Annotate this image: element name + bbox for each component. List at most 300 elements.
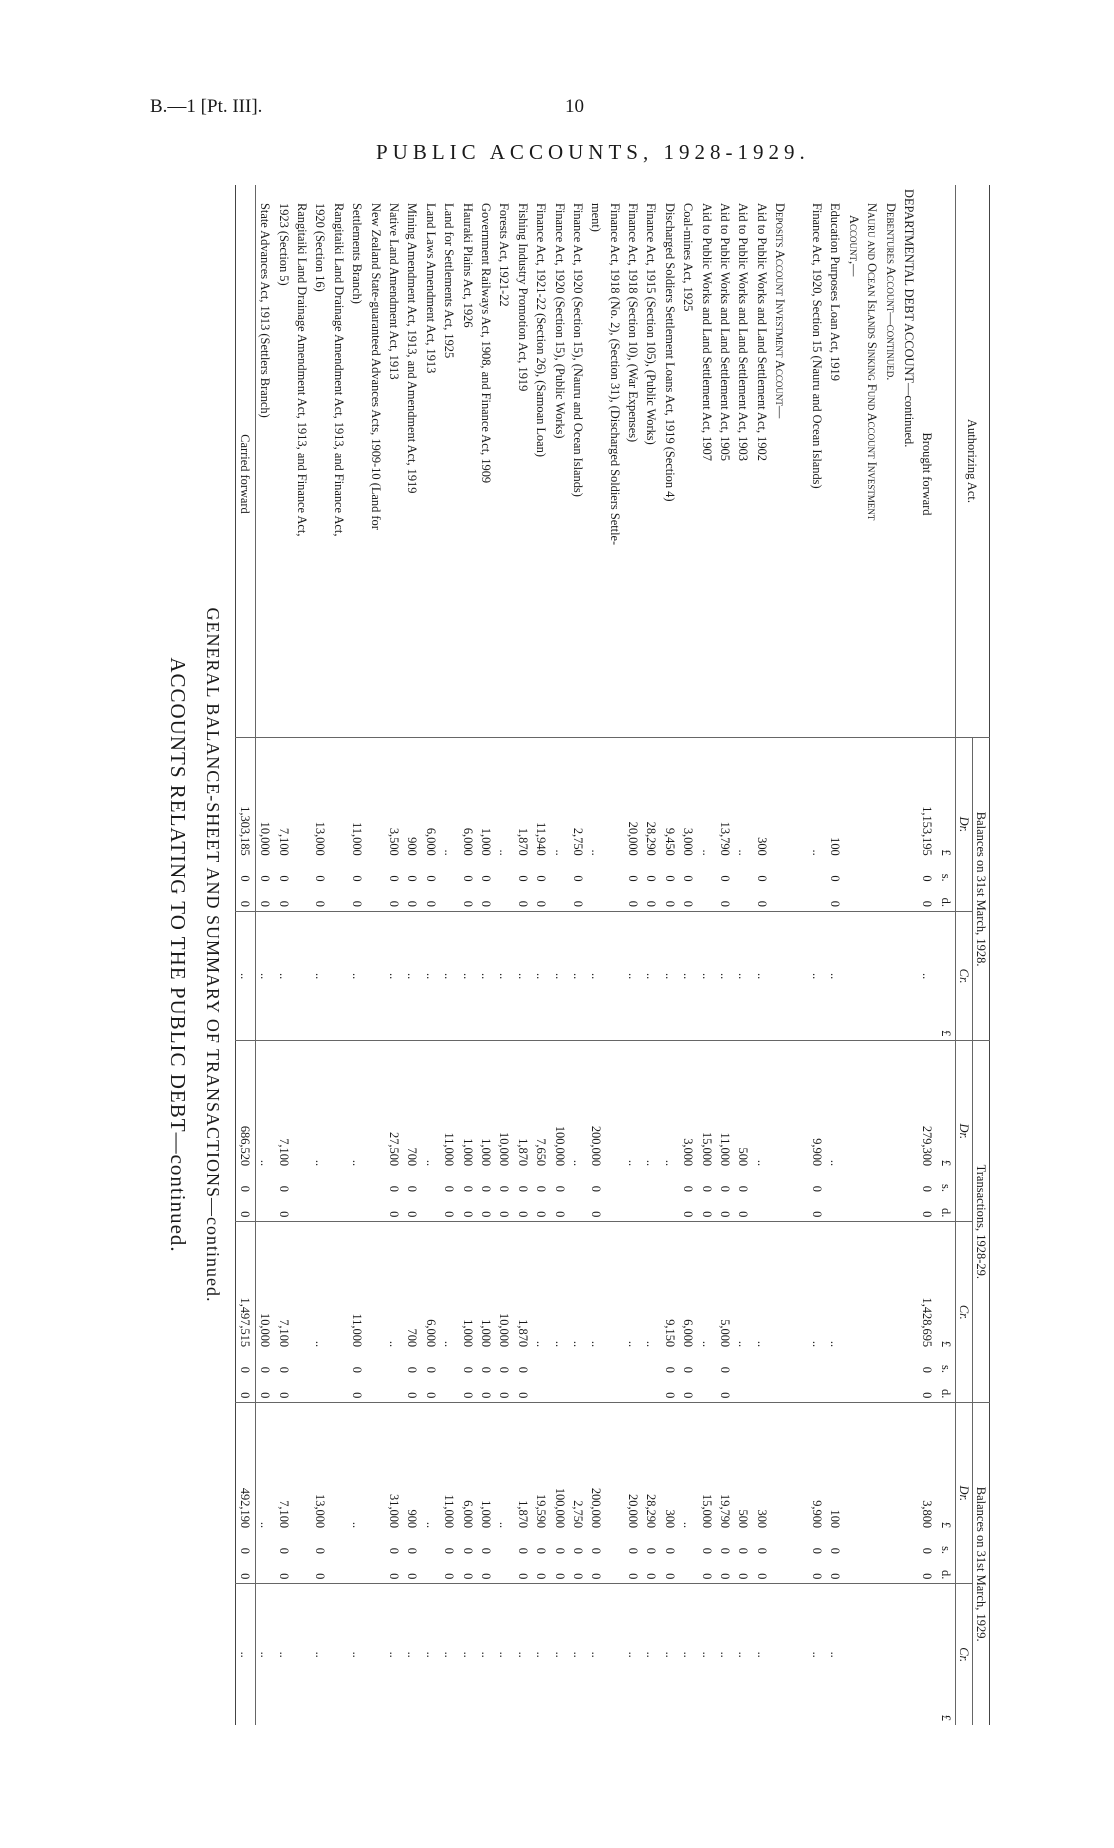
cell-tcs — [900, 1351, 918, 1377]
cell-tcd: 0 — [423, 1392, 438, 1399]
cell-b1s — [606, 860, 624, 886]
cell-b1cr: .. — [236, 911, 256, 1040]
cell-b1s: 0 — [236, 860, 256, 886]
cell-b1cr — [789, 911, 807, 1040]
cell-b2s: 0 — [515, 1547, 530, 1554]
cell-b1d — [495, 886, 513, 912]
cell-b2dr: 19,590 — [532, 1403, 550, 1532]
cell-b2cr: .. — [808, 1584, 826, 1725]
cell-tcr — [845, 1222, 863, 1351]
cell-tdr: 686,520 — [236, 1041, 256, 1170]
cell-b2d: 0 — [405, 1573, 420, 1580]
cell-tdr: 15,000 — [697, 1041, 715, 1170]
cell-ts: 0 — [552, 1185, 567, 1192]
act-name: Aid to Public Works and Land Settlement Act, 1905 — [718, 203, 733, 461]
table-row — [606, 185, 624, 1725]
cell-td: 0 — [236, 1196, 256, 1222]
cell-b2dr — [366, 1403, 384, 1532]
cell-b1d — [789, 886, 807, 912]
cell-b1s: 0 — [754, 875, 769, 882]
cell-ts — [293, 1170, 311, 1196]
cell-b1dr — [606, 738, 624, 860]
cell-tcs: 0 — [350, 1366, 365, 1373]
act-name: Discharged Soldiers Settlement Loans Act, 1919 (Section 4) — [662, 203, 677, 502]
cell-b2dr: 31,000 — [385, 1403, 403, 1532]
col-header-cr: Cr. — [956, 1222, 973, 1403]
cell-tdr — [900, 1041, 918, 1170]
table-row — [293, 185, 311, 1725]
cell-b2dr: 1,870 — [514, 1403, 532, 1532]
cell-b1dr: 1,870 — [514, 738, 532, 860]
cell-b1d: 0 — [276, 900, 291, 907]
table-row — [569, 185, 587, 1725]
cell-tcd: 0 — [497, 1392, 512, 1399]
cell-tcd — [366, 1377, 384, 1403]
unit-pound: £ — [937, 1222, 956, 1351]
cell-b2dr: 6,000 — [458, 1403, 476, 1532]
cell-tcr: .. — [440, 1222, 458, 1351]
cell-b2s: 0 — [718, 1547, 733, 1554]
cell-td: 0 — [478, 1211, 493, 1218]
cell-b1s — [808, 860, 826, 886]
cell-tdr: .. — [753, 1041, 771, 1170]
unit-pound: £ — [937, 738, 956, 860]
cell-tcr: .. — [808, 1222, 826, 1351]
table-row — [514, 185, 532, 1725]
cell-tcd — [587, 1377, 605, 1403]
act-name: Land Laws Amendment Act, 1913 — [423, 203, 438, 374]
cell-ts: 0 — [387, 1185, 402, 1192]
table-row — [716, 185, 734, 1725]
cell-b2dr — [845, 1403, 863, 1532]
cell-b1d — [734, 886, 752, 912]
cell-b1dr: .. — [587, 738, 605, 860]
cell-b2cr: .. — [440, 1584, 458, 1725]
cell-b1cr: .. — [624, 911, 642, 1040]
cell-b1s — [789, 860, 807, 886]
cell-b1s: 0 — [626, 875, 641, 882]
cell-b2cr: .. — [642, 1584, 660, 1725]
cell-b1dr: 20,000 — [624, 738, 642, 860]
cell-ts — [348, 1170, 366, 1196]
cell-b1cr: .. — [458, 911, 476, 1040]
cell-tcr — [789, 1222, 807, 1351]
cell-td — [845, 1196, 863, 1222]
cell-tcd — [440, 1377, 458, 1403]
rotated-statement — [115, 185, 1015, 1725]
cell-b2cr: .. — [826, 1584, 844, 1725]
act-name: Settlements Branch) — [350, 203, 365, 304]
cell-b2d: 0 — [828, 1573, 843, 1580]
cell-b1cr — [293, 911, 311, 1040]
cell-tdr: .. — [624, 1041, 642, 1170]
cell-b1s — [734, 860, 752, 886]
cell-tcr — [330, 1222, 348, 1351]
cell-b2d — [881, 1558, 899, 1584]
cell-b1s: 0 — [276, 875, 291, 882]
unit-pound: £ — [937, 1403, 956, 1532]
cell-b1d: 0 — [570, 900, 585, 907]
statement-subtitle: GENERAL BALANCE-SHEET AND SUMMARY OF TRANSACTIONS—continued. — [203, 607, 223, 1303]
cell-b1s: 0 — [515, 875, 530, 882]
cell-b1dr — [881, 738, 899, 860]
cell-b2dr: 3,800 — [918, 1403, 936, 1532]
act-name: Deposits Account Investment Account— — [773, 203, 788, 419]
act-name: State Advances Act, 1913 (Settlers Branch) — [258, 203, 273, 418]
cell-tdr: .. — [422, 1041, 440, 1170]
cell-td: 0 — [589, 1211, 604, 1218]
cell-b1dr: 11,940 — [532, 738, 550, 860]
act-name: Aid to Public Works and Land Settlement Act, 1902 — [754, 203, 769, 461]
cell-tdr: 27,500 — [385, 1041, 403, 1170]
cell-tcs — [734, 1351, 752, 1377]
cell-tdr: .. — [642, 1041, 660, 1170]
cell-ts — [330, 1170, 348, 1196]
cell-b2s: 0 — [828, 1547, 843, 1554]
cell-td: 0 — [497, 1211, 512, 1218]
cell-tcs — [366, 1351, 384, 1377]
cell-td: 0 — [920, 1211, 935, 1218]
cell-b1dr: .. — [550, 738, 568, 860]
cell-b2cr: .. — [679, 1584, 697, 1725]
table-row — [366, 185, 384, 1725]
cell-td — [661, 1196, 679, 1222]
cell-b2cr — [845, 1584, 863, 1725]
cell-b1s: 0 — [644, 875, 659, 882]
cell-tcs — [569, 1351, 587, 1377]
cell-b2cr: .. — [274, 1584, 292, 1725]
table-row — [440, 185, 458, 1725]
cell-b2dr: .. — [348, 1403, 366, 1532]
cell-b2d: 0 — [644, 1573, 659, 1580]
cell-tcr — [606, 1222, 624, 1351]
cell-tcs — [293, 1351, 311, 1377]
cell-b2s: 0 — [810, 1547, 824, 1554]
cell-b1s: 0 — [718, 875, 733, 882]
table-row — [256, 185, 275, 1725]
cell-b2d: 0 — [626, 1573, 641, 1580]
act-name: Finance Act, 1920 (Section 15), (Public Works) — [552, 203, 567, 439]
cell-tcs — [330, 1351, 348, 1377]
cell-b2cr — [366, 1584, 384, 1725]
cell-tcs — [826, 1351, 844, 1377]
col-header-dr: Dr. — [956, 1403, 973, 1584]
cell-b2d: 0 — [515, 1573, 530, 1580]
cell-b1dr: 11,000 — [348, 738, 366, 860]
cell-tcd — [734, 1377, 752, 1403]
ledger-body — [236, 185, 956, 1725]
cell-b2d: 0 — [920, 1573, 935, 1580]
cell-b1dr — [330, 738, 348, 860]
cell-b2s: 0 — [626, 1547, 641, 1554]
cell-b1dr: 1,303,185 — [236, 738, 256, 860]
cell-b2s: 0 — [405, 1547, 420, 1554]
cell-tcs — [753, 1351, 771, 1377]
table-row — [808, 185, 826, 1725]
cell-tcr: .. — [826, 1222, 844, 1351]
cell-b2d: 0 — [387, 1573, 402, 1580]
cell-b2dr: 300 — [753, 1403, 771, 1532]
table-row — [789, 185, 807, 1725]
cell-b1d: 0 — [662, 900, 677, 907]
unit-pound: £ — [937, 911, 956, 1040]
cell-td: 0 — [552, 1211, 567, 1218]
table-row — [753, 185, 771, 1725]
cell-b1dr — [845, 738, 863, 860]
cell-b1s — [293, 860, 311, 886]
cell-ts — [256, 1170, 275, 1196]
cell-ts: 0 — [442, 1185, 457, 1192]
cell-b1cr — [900, 911, 918, 1040]
cell-b2dr: 200,000 — [587, 1403, 605, 1532]
cell-b1d: 0 — [515, 900, 530, 907]
cell-tcd — [881, 1377, 899, 1403]
table-row — [642, 185, 660, 1725]
table-row — [863, 185, 881, 1725]
cell-tcs: 0 — [276, 1366, 291, 1373]
cell-b1dr: 6,000 — [422, 738, 440, 860]
cell-tcr: .. — [642, 1222, 660, 1351]
cell-b2cr: .. — [348, 1584, 366, 1725]
cell-b1d: 0 — [718, 900, 733, 907]
cell-b2s — [789, 1532, 807, 1558]
cell-b1d — [863, 886, 881, 912]
cell-ts — [789, 1170, 807, 1196]
table-row — [422, 185, 440, 1725]
cell-b1d: 0 — [626, 900, 641, 907]
cell-b1cr: .. — [734, 911, 752, 1040]
cell-tcd: 0 — [258, 1392, 273, 1399]
table-row — [403, 185, 421, 1725]
cell-tcs — [606, 1351, 624, 1377]
cell-b1dr: 6,000 — [458, 738, 476, 860]
cell-b1d — [845, 886, 863, 912]
col-header-bal1928: Balances on 31st March, 1928. — [973, 738, 990, 1041]
cell-ts: 0 — [478, 1185, 493, 1192]
cell-tcs — [440, 1351, 458, 1377]
cell-b2d — [771, 1558, 789, 1584]
cell-tdr — [845, 1041, 863, 1170]
page-title: PUBLIC ACCOUNTS, 1928-1929. — [376, 140, 810, 164]
cell-ts: 0 — [236, 1170, 256, 1196]
cell-b1d: 0 — [236, 886, 256, 912]
table-row — [311, 185, 329, 1725]
table-row — [348, 185, 366, 1725]
cell-tcs — [881, 1351, 899, 1377]
cell-b1d: 0 — [644, 900, 659, 907]
cell-b1s: 0 — [350, 875, 365, 882]
cell-b1dr: 1,153,195 — [918, 738, 936, 860]
unit-pound: £ — [937, 1584, 956, 1725]
cell-ts: 0 — [810, 1185, 824, 1192]
cell-b2dr — [789, 1403, 807, 1532]
cell-b2s — [366, 1532, 384, 1558]
cell-tcd — [900, 1377, 918, 1403]
cell-b1dr: .. — [440, 738, 458, 860]
cell-tcs: 0 — [718, 1366, 733, 1373]
cell-tdr — [881, 1041, 899, 1170]
act-name: Debentures Account—continued. — [883, 203, 898, 381]
cell-td: 0 — [534, 1211, 549, 1218]
cell-tcs — [863, 1351, 881, 1377]
act-name: Hauraki Plains Act, 1926 — [460, 203, 475, 328]
cell-b2cr — [771, 1584, 789, 1725]
cell-tcd — [311, 1377, 329, 1403]
cell-b2dr: 100,000 — [550, 1403, 568, 1532]
cell-td — [789, 1196, 807, 1222]
cell-b2cr: .. — [550, 1584, 568, 1725]
cell-b1s — [863, 860, 881, 886]
cell-b2d: 0 — [552, 1573, 567, 1580]
cell-b1dr: 28,290 — [642, 738, 660, 860]
cell-b1dr: 13,790 — [716, 738, 734, 860]
cell-b2dr — [330, 1403, 348, 1532]
cell-b2dr: .. — [679, 1403, 697, 1532]
cell-ts — [753, 1170, 771, 1196]
table-row — [734, 185, 752, 1725]
cell-ts: 0 — [681, 1185, 696, 1192]
act-name: Finance Act, 1915 (Section 105), (Public Works) — [644, 203, 659, 445]
table-row — [845, 185, 863, 1725]
cell-tdr: .. — [348, 1041, 366, 1170]
act-name: Education Purposes Loan Act, 1919 — [828, 203, 843, 381]
cell-b2dr — [771, 1403, 789, 1532]
cell-b1s: 0 — [423, 875, 438, 882]
cell-tcr: .. — [624, 1222, 642, 1351]
cell-b2dr — [900, 1403, 918, 1532]
cell-td — [642, 1196, 660, 1222]
act-name: Finance Act, 1921-22 (Section 26), (Samoan Loan) — [534, 203, 549, 457]
cell-b2cr: .. — [422, 1584, 440, 1725]
cell-b2d — [863, 1558, 881, 1584]
cell-b1d — [550, 886, 568, 912]
cell-tcr: 1,000 — [458, 1222, 476, 1351]
cell-b1cr: .. — [348, 911, 366, 1040]
cell-td — [366, 1196, 384, 1222]
cell-b1d: 0 — [478, 900, 493, 907]
cell-b2dr: .. — [422, 1403, 440, 1532]
cell-b1dr — [366, 738, 384, 860]
cell-b1d — [440, 886, 458, 912]
cell-b2dr: 2,750 — [569, 1403, 587, 1532]
cell-b2s — [679, 1532, 697, 1558]
cell-b2cr: .. — [236, 1584, 256, 1725]
act-name: Rangitaiki Land Drainage Amendment Act, 1913, and Finance Act, — [331, 203, 346, 537]
cell-tcs: 0 — [423, 1366, 438, 1373]
cell-td — [330, 1196, 348, 1222]
cell-tcd — [532, 1377, 550, 1403]
cell-b2dr: 20,000 — [624, 1403, 642, 1532]
cell-b2dr: 7,100 — [274, 1403, 292, 1532]
cell-tcd — [550, 1377, 568, 1403]
cell-b1d — [771, 886, 789, 912]
cell-tcr: 7,100 — [274, 1222, 292, 1351]
cell-b1cr: .. — [385, 911, 403, 1040]
cell-tcd: 0 — [515, 1392, 530, 1399]
cell-tcd — [642, 1377, 660, 1403]
cell-b1s — [771, 860, 789, 886]
table-row — [826, 185, 844, 1725]
cell-b1cr: .. — [587, 911, 605, 1040]
cell-td: 0 — [681, 1211, 696, 1218]
cell-b2d: 0 — [236, 1558, 256, 1584]
cell-b1d — [900, 886, 918, 912]
act-name: Mining Amendment Act, 1913, and Amendment Act, 1919 — [405, 203, 420, 494]
cell-b1d: 0 — [534, 900, 549, 907]
cell-tdr: .. — [256, 1041, 275, 1170]
cell-td — [569, 1196, 587, 1222]
cell-b1dr: 13,000 — [311, 738, 329, 860]
cell-b1d — [587, 886, 605, 912]
cell-b2dr: 15,000 — [697, 1403, 715, 1532]
cell-b2cr: .. — [311, 1584, 329, 1725]
cell-tcr: 1,000 — [477, 1222, 495, 1351]
cell-b1cr: .. — [569, 911, 587, 1040]
cell-tdr: .. — [661, 1041, 679, 1170]
cell-tcs: 0 — [681, 1366, 696, 1373]
cell-b2cr: .. — [661, 1584, 679, 1725]
col-header-dr: Dr. — [956, 1041, 973, 1222]
cell-tcs: 0 — [662, 1366, 677, 1373]
cell-b1s — [330, 860, 348, 886]
cell-b2d: 0 — [718, 1573, 733, 1580]
cell-td — [771, 1196, 789, 1222]
cell-b2d: 0 — [534, 1573, 549, 1580]
cell-b2s — [422, 1532, 440, 1558]
cell-b2cr: .. — [734, 1584, 752, 1725]
cell-b1s: 0 — [478, 875, 493, 882]
cell-b1dr: .. — [808, 738, 826, 860]
cell-b2d — [330, 1558, 348, 1584]
cell-tcs: 0 — [405, 1366, 420, 1373]
cell-ts — [606, 1170, 624, 1196]
cell-tcr: .. — [550, 1222, 568, 1351]
act-name: Finance Act, 1918 (No. 2), (Section 31), (Discharged Soldiers Settle- — [607, 203, 622, 546]
cell-b1cr — [606, 911, 624, 1040]
cell-b1cr: .. — [311, 911, 329, 1040]
cell-tdr: 700 — [403, 1041, 421, 1170]
cell-tcr: .. — [734, 1222, 752, 1351]
cell-b1dr: 3,500 — [385, 738, 403, 860]
cell-ts: 0 — [534, 1185, 549, 1192]
cell-tdr: .. — [311, 1041, 329, 1170]
cell-td: 0 — [699, 1211, 714, 1218]
cell-b2s: 0 — [534, 1547, 549, 1554]
cell-b1cr — [845, 911, 863, 1040]
table-row — [918, 185, 936, 1725]
cell-b2d — [900, 1558, 918, 1584]
cell-b1s: 0 — [258, 875, 273, 882]
cell-b2cr — [330, 1584, 348, 1725]
cell-b2cr: .. — [256, 1584, 275, 1725]
cell-b1d: 0 — [681, 900, 696, 907]
col-header-bal1929: Balances on 31st March, 1929. — [973, 1403, 990, 1725]
cell-tcr: 6,000 — [422, 1222, 440, 1351]
cell-b1s — [881, 860, 899, 886]
cell-b2s: 0 — [313, 1547, 328, 1554]
cell-tcs: 0 — [920, 1366, 935, 1373]
unit-pence: d. — [938, 897, 953, 907]
cell-b1cr: .. — [808, 911, 826, 1040]
cell-tcd: 0 — [460, 1392, 475, 1399]
table-row — [532, 185, 550, 1725]
cell-b2dr — [293, 1403, 311, 1532]
cell-b2s — [293, 1532, 311, 1558]
cell-tdr — [606, 1041, 624, 1170]
act-name: Carried forward — [236, 185, 256, 738]
cell-b2d: 0 — [313, 1573, 328, 1580]
cell-b2d: 0 — [460, 1573, 475, 1580]
